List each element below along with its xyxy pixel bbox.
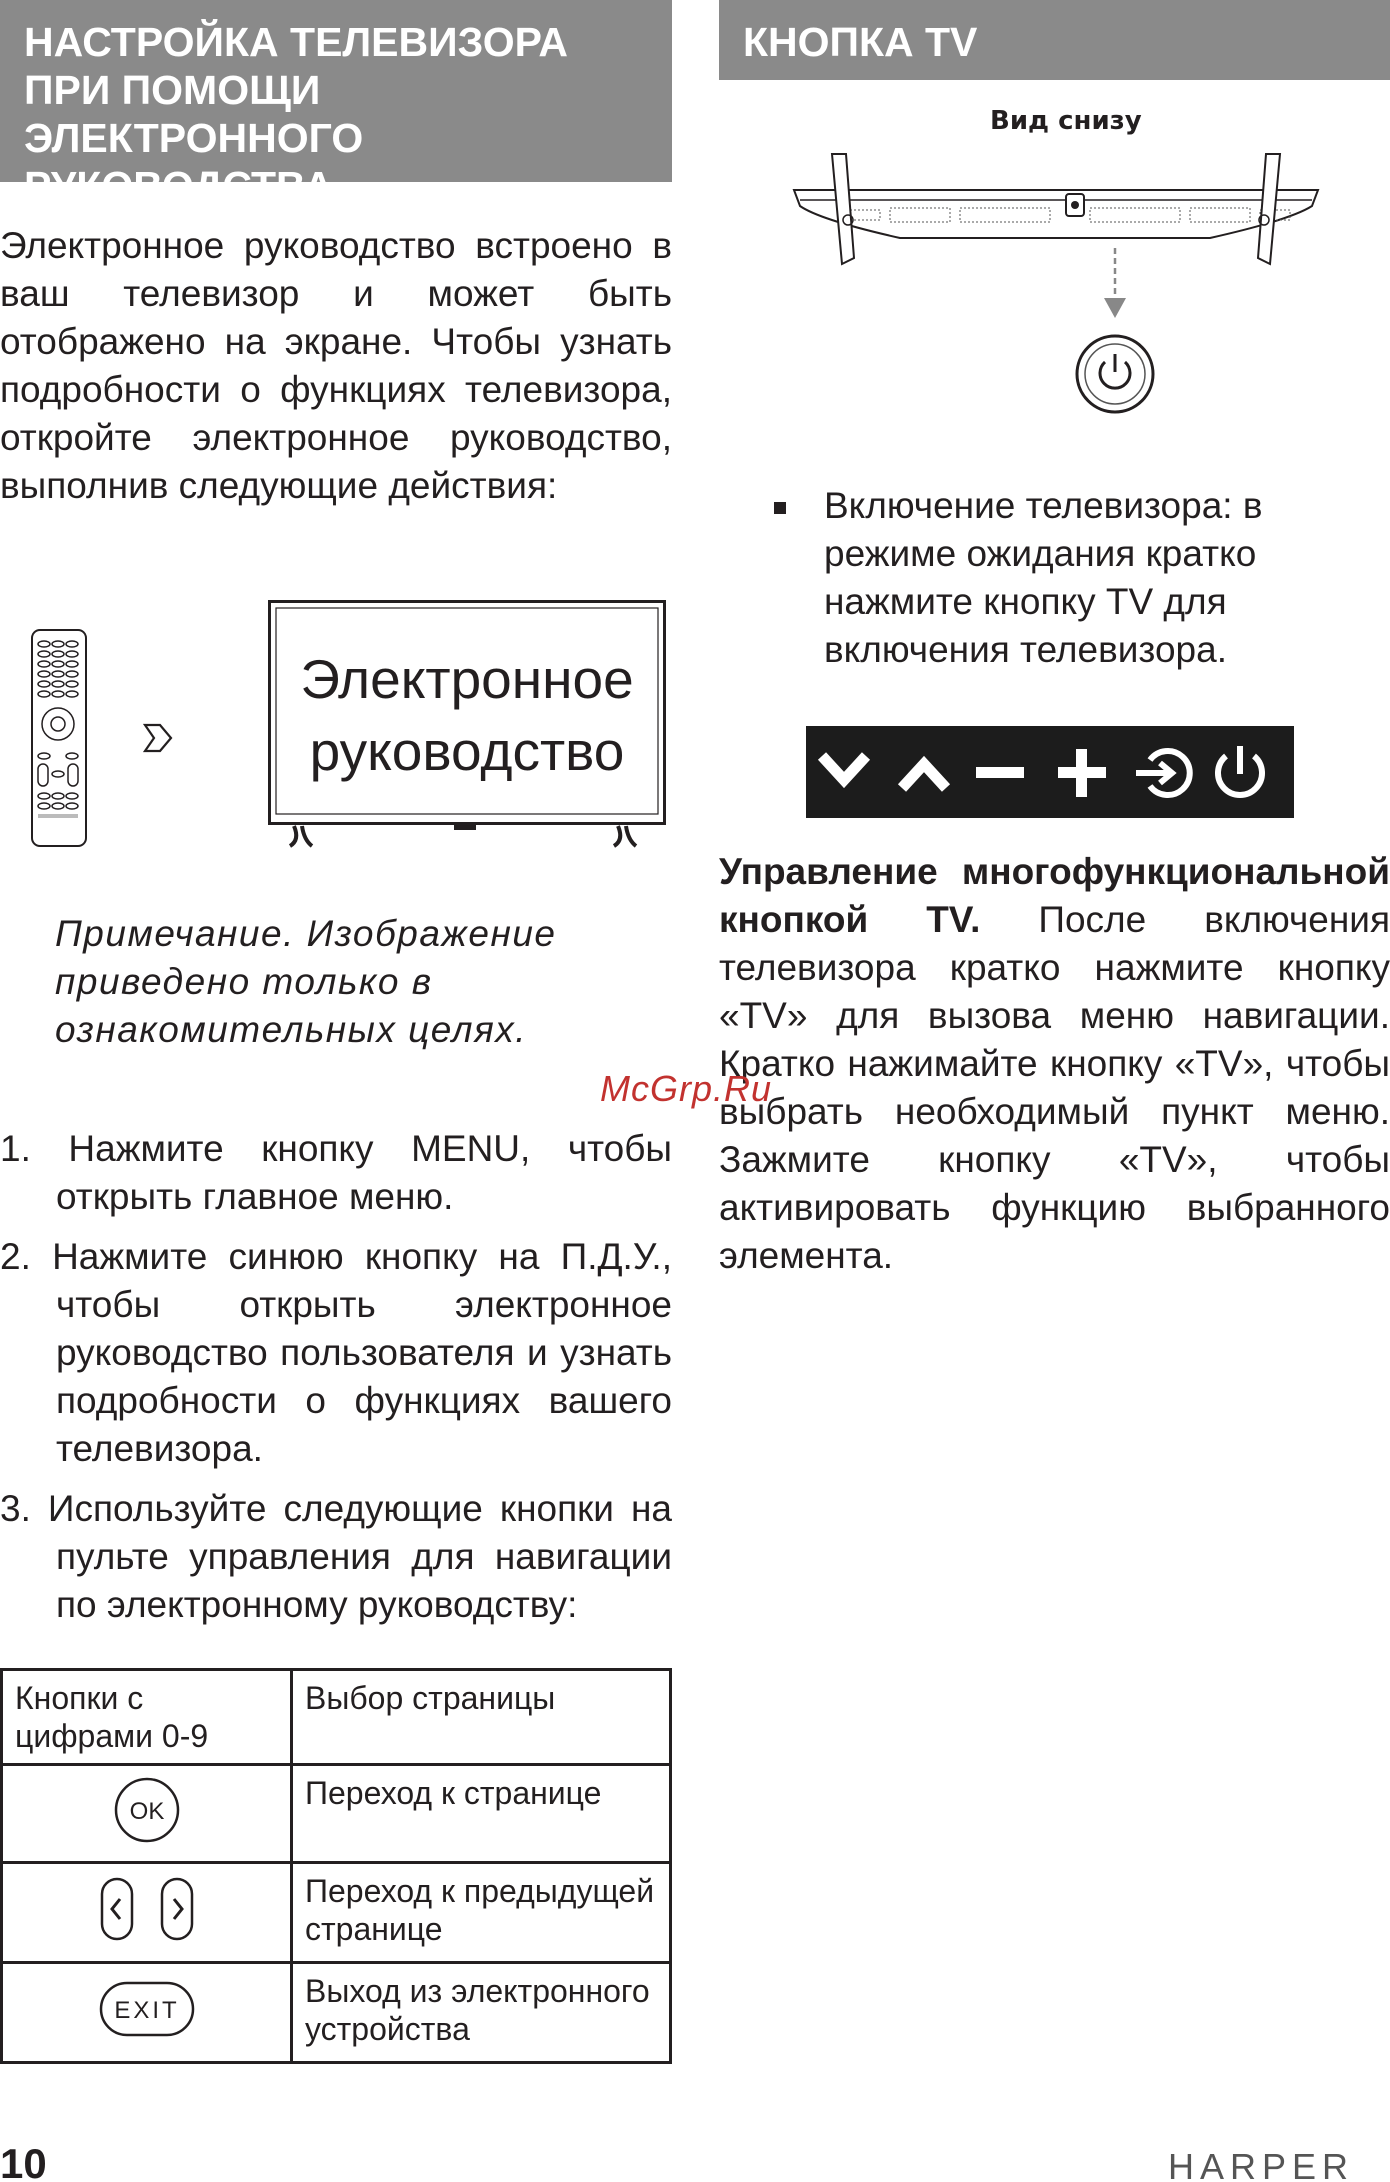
table-row (2, 1863, 671, 1963)
left-right-arrows-icon (92, 1873, 202, 1945)
tv-screen-text-line1: Электронное (300, 648, 634, 710)
view-caption: Вид снизу (990, 106, 1142, 136)
page-number: 10 (0, 2140, 47, 2182)
table-cell-desc: Выход из электронного устройства (292, 1963, 671, 2063)
table-cell-key (2, 1765, 292, 1863)
multifunction-button-paragraph (719, 848, 1390, 1280)
note-text: Примечание. Изображение приведено только в ознакомительных целях. (55, 913, 557, 1050)
table-row (2, 1670, 671, 1765)
paragraph-rest: После включения телевизора кратко нажмите кнопку «TV» для вызова меню навигации. Кратко нажимайте кнопку «TV», чтобы выбрать необходимый пункт меню. Зажмите кнопку «TV», чтобы активировать функцию выбранного элемента. (719, 899, 1390, 1276)
table-cell-desc: Выбор страницы (292, 1670, 671, 1765)
chevron-up-icon (902, 764, 946, 788)
plus-icon (1058, 749, 1106, 797)
section-heading-guide: НАСТРОЙКА ТЕЛЕВИЗОРА ПРИ ПОМОЩИ ЭЛЕКТРОННОГО РУКОВОДСТВА (0, 0, 672, 182)
brand-logo: HARPER (1168, 2146, 1355, 2182)
watermark-text: McGrp.Ru (600, 1068, 773, 1109)
arrow-right-icon (142, 722, 174, 754)
steps-list (0, 1125, 672, 1641)
ok-button-icon (112, 1775, 182, 1845)
table-row (2, 1765, 671, 1863)
bullet-icon (774, 502, 786, 514)
section-heading-tv-button: КНОПКА TV (719, 0, 1390, 80)
bullet-text: Включение телевизора: в режиме ожидания кратко нажмите кнопку TV для включения телевизора. (824, 485, 1263, 670)
exit-button-icon (97, 1979, 197, 2039)
step-3: 3. Используйте следующие кнопки на пульте управления для навигации по электронному руководству: (0, 1488, 672, 1625)
remote-control-illustration (30, 628, 90, 850)
table-cell-desc: Переход к предыдущей странице (292, 1863, 671, 1963)
minus-icon (976, 767, 1024, 778)
navigation-buttons-table (0, 1668, 672, 2064)
tv-button-strip (806, 726, 1294, 818)
tv-illustration (268, 600, 666, 848)
input-icon (1136, 751, 1190, 795)
svg-text:EXIT: EXIT (113, 1996, 180, 2024)
table-cell-desc: Переход к странице (292, 1765, 671, 1863)
svg-text:OK: OK (129, 1797, 164, 1825)
table-cell-key (2, 1963, 292, 2063)
table-cell-key (2, 1863, 292, 1963)
table-cell-key: Кнопки с цифрами 0-9 (2, 1670, 292, 1765)
paragraph-bold-lead: Управление многофункциональной кнопкой TV. (719, 851, 1390, 940)
power-icon (1218, 746, 1262, 795)
step-1: 1. Нажмите кнопку MENU, чтобы открыть главное меню. (0, 1128, 672, 1217)
table-row (2, 1963, 671, 2063)
tv-bottom-view-illustration (790, 148, 1322, 424)
step-2: 2. Нажмите синюю кнопку на П.Д.У., чтобы открыть электронное руководство пользователя и узнать подробности о функциях вашего телевизора. (0, 1236, 672, 1469)
chevron-down-icon (822, 756, 866, 780)
intro-paragraph: Электронное руководство встроено в ваш телевизор и может быть отображено на экране. Чтобы узнать подробности о функциях телевизора, откройте электронное руководство, выполнив следующие действия: (0, 225, 672, 506)
tv-screen-text-line2: руководство (309, 720, 625, 782)
